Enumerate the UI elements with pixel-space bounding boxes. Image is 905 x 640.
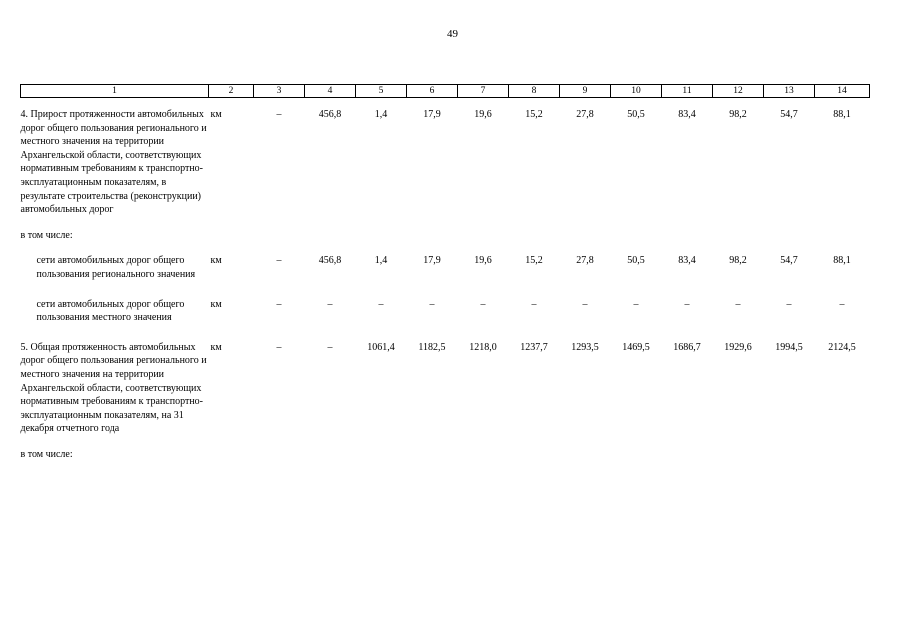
including-label: в том числе:	[20, 229, 73, 241]
column-header: 3	[254, 85, 305, 98]
table-body	[21, 98, 870, 462]
value-cell: 27,8	[576, 109, 594, 120]
value-cell: –	[378, 298, 384, 310]
including-label: в том числе:	[20, 448, 73, 460]
value-cell: 1237,7	[520, 341, 548, 353]
value-cell: 2124,5	[828, 341, 856, 353]
column-header: 12	[713, 85, 764, 98]
column-header: 13	[764, 85, 815, 98]
value-cell: 1182,5	[418, 341, 446, 353]
value-cell: 1929,6	[724, 341, 752, 353]
column-header: 11	[662, 85, 713, 98]
value-cell: –	[429, 298, 435, 310]
value-cell: –	[531, 298, 537, 310]
including-label-row	[21, 436, 870, 462]
value-cell: –	[276, 341, 282, 353]
value-cell: 50,5	[627, 255, 645, 267]
column-number-row	[21, 85, 870, 98]
value-cell: 54,7	[780, 109, 798, 120]
column-header: 4	[305, 85, 356, 98]
sub-indicator-row	[21, 282, 870, 325]
unit-cell: км	[210, 341, 222, 353]
value-cell: 1293,5	[571, 341, 599, 353]
indicator-label: сети автомобильных дорог общего пользования местного значения	[36, 298, 185, 324]
sub-indicator-row	[21, 242, 870, 281]
column-header: 1	[21, 85, 209, 98]
page-number: 49	[447, 28, 458, 40]
value-cell: 54,7	[780, 255, 798, 267]
value-cell: –	[582, 298, 588, 310]
value-cell: –	[633, 298, 639, 310]
value-cell: 456,8	[318, 109, 342, 120]
value-cell: –	[276, 109, 282, 120]
value-cell: 1469,5	[622, 341, 650, 353]
value-cell: 1994,5	[775, 341, 803, 353]
value-cell: –	[276, 255, 282, 267]
indicator-table	[20, 84, 870, 461]
indicator-row	[21, 325, 870, 436]
indicator-label: сети автомобильных дорог общего пользования регионального значения	[36, 255, 196, 280]
unit-cell: км	[210, 298, 222, 310]
value-cell: –	[735, 298, 741, 310]
column-header: 10	[611, 85, 662, 98]
including-label-row	[21, 217, 870, 243]
value-cell: 15,2	[525, 109, 543, 120]
indicator-row	[21, 98, 870, 217]
unit-cell: км	[210, 109, 222, 120]
value-cell: –	[327, 341, 333, 353]
value-cell: –	[276, 298, 282, 310]
value-cell: 98,2	[729, 109, 747, 120]
column-header: 8	[509, 85, 560, 98]
value-cell: 50,5	[627, 109, 645, 120]
column-header: 2	[209, 85, 254, 98]
column-header: 9	[560, 85, 611, 98]
value-cell: 98,2	[729, 255, 747, 267]
column-header: 7	[458, 85, 509, 98]
value-cell: 83,4	[678, 109, 696, 120]
value-cell: 1218,0	[469, 341, 497, 353]
value-cell: 1061,4	[367, 341, 395, 353]
value-cell: 19,6	[474, 109, 492, 120]
value-cell: 19,6	[474, 255, 492, 267]
value-cell: 15,2	[525, 255, 543, 267]
value-cell: 27,8	[576, 255, 594, 267]
indicator-label: 4. Прирост протяженности автомобильных дорог общего пользования регионального и местного значения на территории Архангельской области, соответствующих нормативным требованиям к транспортно-эксплуатационным показателям, в результате строительства (реконструкции) автомобильных дорог	[20, 109, 207, 216]
value-cell: 88,1	[833, 255, 851, 267]
value-cell: 1,4	[374, 109, 388, 120]
value-cell: 456,8	[318, 255, 342, 267]
column-header: 5	[356, 85, 407, 98]
value-cell: 83,4	[678, 255, 696, 267]
value-cell: –	[327, 298, 333, 310]
value-cell: –	[839, 298, 845, 310]
value-cell: –	[480, 298, 486, 310]
value-cell: 88,1	[833, 109, 851, 120]
column-header: 14	[815, 85, 870, 98]
indicator-label: 5. Общая протяженность автомобильных дорог общего пользования регионального и местного значения на территории Архангельской области, соответствующих нормативным требованиям к транспортно-эксплуатационным показателям, на 31 декабря отчетного года	[20, 341, 207, 435]
value-cell: 1686,7	[673, 341, 701, 353]
value-cell: 17,9	[423, 109, 441, 120]
value-cell: 17,9	[423, 255, 441, 267]
value-cell: 1,4	[374, 255, 388, 267]
unit-cell: км	[210, 255, 222, 267]
value-cell: –	[786, 298, 792, 310]
column-header: 6	[407, 85, 458, 98]
value-cell: –	[684, 298, 690, 310]
